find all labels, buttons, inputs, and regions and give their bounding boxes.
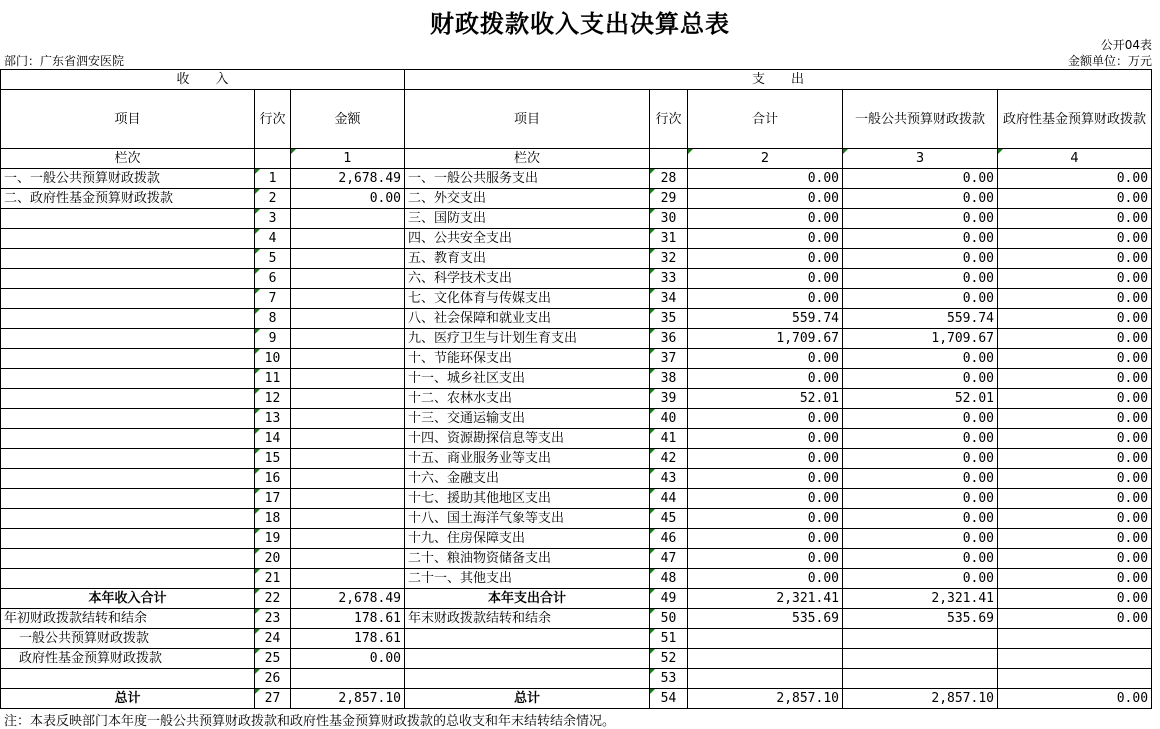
income-amount: 0.00: [291, 649, 405, 669]
expense-fund: 0.00: [998, 509, 1152, 529]
income-item: [1, 349, 255, 369]
income-amount: [291, 209, 405, 229]
expense-item: 十八、国土海洋气象等支出: [405, 509, 650, 529]
table-row: [1, 669, 1152, 689]
unit-label: 金额单位：万元: [1067, 54, 1152, 68]
income-line-no: 26: [255, 669, 291, 689]
income-item: 一、一般公共预算财政拨款: [1, 169, 255, 189]
expense-line-no: 29: [650, 189, 688, 209]
expense-fund: 0.00: [998, 689, 1152, 709]
income-line-no: 7: [255, 289, 291, 309]
income-line-no: 4: [255, 229, 291, 249]
income-line-no: 10: [255, 349, 291, 369]
income-line-no: 13: [255, 409, 291, 429]
expense-general: 1,709.67: [843, 329, 998, 349]
col-3: 3: [843, 149, 998, 169]
income-amount: 2,857.10: [291, 689, 405, 709]
income-item: [1, 409, 255, 429]
income-item: [1, 269, 255, 289]
expense-total: 0.00: [688, 429, 843, 449]
col-label-expense: 栏次: [405, 149, 650, 169]
expense-item: 四、公共安全支出: [405, 229, 650, 249]
expense-general: 52.01: [843, 389, 998, 409]
table-row: [1, 509, 1152, 529]
expense-item: 总计: [405, 689, 650, 709]
income-line-no: 23: [255, 609, 291, 629]
income-item: [1, 309, 255, 329]
expense-fund: 0.00: [998, 409, 1152, 429]
expense-total: 535.69: [688, 609, 843, 629]
table-row: [1, 169, 1152, 189]
expense-item: 二十、粮油物资储备支出: [405, 549, 650, 569]
income-item: [1, 569, 255, 589]
income-amount: [291, 369, 405, 389]
expense-general: 0.00: [843, 209, 998, 229]
expense-general: 0.00: [843, 369, 998, 389]
table-row: [1, 689, 1152, 709]
expense-line-no: 46: [650, 529, 688, 549]
income-amount: 2,678.49: [291, 589, 405, 609]
expense-line-no: 51: [650, 629, 688, 649]
expense-total: 0.00: [688, 509, 843, 529]
expense-line-no: 45: [650, 509, 688, 529]
expense-item: 十七、援助其他地区支出: [405, 489, 650, 509]
income-line-no: 1: [255, 169, 291, 189]
expense-item: 二、外交支出: [405, 189, 650, 209]
income-amount: [291, 249, 405, 269]
income-line-no: 12: [255, 389, 291, 409]
expense-item: 本年支出合计: [405, 589, 650, 609]
table-row: [1, 649, 1152, 669]
expense-line-no: 54: [650, 689, 688, 709]
form-code: 公开04表: [1100, 38, 1152, 52]
expense-item: [405, 669, 650, 689]
income-header: 收 入: [1, 70, 405, 90]
expense-line-no: 28: [650, 169, 688, 189]
expense-fund: 0.00: [998, 489, 1152, 509]
expense-item: 九、医疗卫生与计划生育支出: [405, 329, 650, 349]
expense-item: [405, 649, 650, 669]
expense-total: 0.00: [688, 289, 843, 309]
expense-fund: 0.00: [998, 349, 1152, 369]
income-amount: 0.00: [291, 189, 405, 209]
expense-line-no: 43: [650, 469, 688, 489]
expense-general: [843, 649, 998, 669]
income-item: 本年收入合计: [1, 589, 255, 609]
table-row: [1, 209, 1152, 229]
income-line-no: 18: [255, 509, 291, 529]
income-line-no: 11: [255, 369, 291, 389]
expense-fund: [998, 649, 1152, 669]
income-amount: [291, 429, 405, 449]
table-row: [1, 629, 1152, 649]
expense-item: 三、国防支出: [405, 209, 650, 229]
income-line-no: 25: [255, 649, 291, 669]
expense-item: 十六、金融支出: [405, 469, 650, 489]
expense-fund-header: 政府性基金预算财政拨款: [998, 90, 1152, 149]
income-amount: [291, 489, 405, 509]
table-row: [1, 469, 1152, 489]
income-line-no: 14: [255, 429, 291, 449]
budget-table: [0, 69, 1152, 709]
table-row: [1, 529, 1152, 549]
income-amount: [291, 509, 405, 529]
expense-general: [843, 669, 998, 689]
expense-line-no: 37: [650, 349, 688, 369]
table-row: [1, 229, 1152, 249]
expense-total: 0.00: [688, 529, 843, 549]
expense-fund: 0.00: [998, 369, 1152, 389]
expense-general: 0.00: [843, 249, 998, 269]
expense-fund: 0.00: [998, 329, 1152, 349]
expense-fund: [998, 629, 1152, 649]
income-item: [1, 489, 255, 509]
income-item: [1, 369, 255, 389]
expense-total: 0.00: [688, 489, 843, 509]
expense-general: 0.00: [843, 189, 998, 209]
expense-item: [405, 629, 650, 649]
expense-total: 0.00: [688, 209, 843, 229]
col-4: 4: [998, 149, 1152, 169]
table-row: [1, 349, 1152, 369]
income-amount: [291, 289, 405, 309]
table-row: [1, 249, 1152, 269]
expense-total: 0.00: [688, 369, 843, 389]
income-line-no: 3: [255, 209, 291, 229]
income-line-no: 2: [255, 189, 291, 209]
expense-fund: 0.00: [998, 449, 1152, 469]
expense-line-no: 34: [650, 289, 688, 309]
expense-line-no: 53: [650, 669, 688, 689]
expense-total: 0.00: [688, 349, 843, 369]
income-amount: [291, 469, 405, 489]
expense-total: 0.00: [688, 409, 843, 429]
expense-total: 0.00: [688, 229, 843, 249]
income-item: 一般公共预算财政拨款: [1, 629, 255, 649]
expense-general: 0.00: [843, 289, 998, 309]
expense-line-no: 41: [650, 429, 688, 449]
table-row: [1, 309, 1152, 329]
expense-fund: 0.00: [998, 569, 1152, 589]
income-item: [1, 289, 255, 309]
expense-general: 2,321.41: [843, 589, 998, 609]
income-item: [1, 669, 255, 689]
expense-line-no: 48: [650, 569, 688, 589]
expense-total: [688, 649, 843, 669]
income-item: [1, 529, 255, 549]
income-item: [1, 209, 255, 229]
expense-line-no: 32: [650, 249, 688, 269]
income-item: [1, 509, 255, 529]
expense-line-no: 31: [650, 229, 688, 249]
expense-total: 0.00: [688, 169, 843, 189]
expense-general: 0.00: [843, 169, 998, 189]
expense-fund: [998, 669, 1152, 689]
expense-line-no: 30: [650, 209, 688, 229]
col-2: 2: [688, 149, 843, 169]
expense-fund: 0.00: [998, 189, 1152, 209]
expense-total: 0.00: [688, 449, 843, 469]
income-line-no: 15: [255, 449, 291, 469]
expense-line-no: 35: [650, 309, 688, 329]
income-amount: [291, 569, 405, 589]
income-item: [1, 469, 255, 489]
income-amount: [291, 309, 405, 329]
expense-general: 0.00: [843, 429, 998, 449]
expense-fund: 0.00: [998, 269, 1152, 289]
expense-item: 十一、城乡社区支出: [405, 369, 650, 389]
expense-general-header: 一般公共预算财政拨款: [843, 90, 998, 149]
table-row: [1, 449, 1152, 469]
income-item: [1, 229, 255, 249]
income-item: [1, 429, 255, 449]
expense-fund: 0.00: [998, 549, 1152, 569]
expense-total: 52.01: [688, 389, 843, 409]
income-item: 年初财政拨款结转和结余: [1, 609, 255, 629]
expense-general: 0.00: [843, 549, 998, 569]
income-line-no: 21: [255, 569, 291, 589]
income-line-no: 6: [255, 269, 291, 289]
expense-general: 0.00: [843, 469, 998, 489]
expense-line-no: 40: [650, 409, 688, 429]
expense-total: 0.00: [688, 269, 843, 289]
income-line-no: 24: [255, 629, 291, 649]
expense-line-no: 33: [650, 269, 688, 289]
expense-general: 0.00: [843, 229, 998, 249]
expense-general: 0.00: [843, 449, 998, 469]
income-line-no: 20: [255, 549, 291, 569]
income-amount: [291, 549, 405, 569]
table-row: [1, 589, 1152, 609]
expense-item: 年末财政拨款结转和结余: [405, 609, 650, 629]
income-amount: [291, 529, 405, 549]
income-amount-header: 金额: [291, 90, 405, 149]
col-1: 1: [291, 149, 405, 169]
expense-fund: 0.00: [998, 209, 1152, 229]
income-item: [1, 329, 255, 349]
col-blank: [650, 149, 688, 169]
table-row: [1, 609, 1152, 629]
expense-line-no: 49: [650, 589, 688, 609]
expense-fund: 0.00: [998, 169, 1152, 189]
expense-total: 0.00: [688, 249, 843, 269]
expense-item: 十、节能环保支出: [405, 349, 650, 369]
expense-item: 十四、资源勘探信息等支出: [405, 429, 650, 449]
expense-general: 0.00: [843, 569, 998, 589]
expense-line-no: 50: [650, 609, 688, 629]
expense-line-no: 42: [650, 449, 688, 469]
expense-line-no: 52: [650, 649, 688, 669]
expense-fund: 0.00: [998, 469, 1152, 489]
income-amount: 2,678.49: [291, 169, 405, 189]
expense-total: 0.00: [688, 569, 843, 589]
table-row: [1, 329, 1152, 349]
income-item: 二、政府性基金预算财政拨款: [1, 189, 255, 209]
table-row: [1, 189, 1152, 209]
expense-line-no: 36: [650, 329, 688, 349]
expense-total: 559.74: [688, 309, 843, 329]
table-row: [1, 289, 1152, 309]
expense-item: 五、教育支出: [405, 249, 650, 269]
table-row: [1, 429, 1152, 449]
income-item: [1, 249, 255, 269]
expense-general: 535.69: [843, 609, 998, 629]
expense-total-header: 合计: [688, 90, 843, 149]
expense-total: [688, 669, 843, 689]
income-amount: 178.61: [291, 629, 405, 649]
income-line-no: 5: [255, 249, 291, 269]
expense-item-header: 项目: [405, 90, 650, 149]
col-blank: [255, 149, 291, 169]
table-row: [1, 489, 1152, 509]
expense-line-header: 行次: [650, 90, 688, 149]
income-amount: [291, 269, 405, 289]
expense-total: 0.00: [688, 189, 843, 209]
income-line-no: 17: [255, 489, 291, 509]
expense-general: 0.00: [843, 409, 998, 429]
col-label-income: 栏次: [1, 149, 255, 169]
income-line-no: 19: [255, 529, 291, 549]
expense-fund: 0.00: [998, 389, 1152, 409]
expense-item: 一、一般公共服务支出: [405, 169, 650, 189]
table-row: [1, 549, 1152, 569]
expense-line-no: 47: [650, 549, 688, 569]
expense-item: 十三、交通运输支出: [405, 409, 650, 429]
expense-total: 2,321.41: [688, 589, 843, 609]
income-item: 政府性基金预算财政拨款: [1, 649, 255, 669]
expense-line-no: 38: [650, 369, 688, 389]
expense-fund: 0.00: [998, 529, 1152, 549]
income-item: [1, 389, 255, 409]
income-line-no: 27: [255, 689, 291, 709]
expense-item: 八、社会保障和就业支出: [405, 309, 650, 329]
expense-fund: 0.00: [998, 429, 1152, 449]
expense-general: 0.00: [843, 269, 998, 289]
expense-header: 支 出: [405, 70, 1152, 90]
expense-item: 十九、住房保障支出: [405, 529, 650, 549]
expense-total: 2,857.10: [688, 689, 843, 709]
expense-fund: 0.00: [998, 249, 1152, 269]
income-line-header: 行次: [255, 90, 291, 149]
table-row: [1, 389, 1152, 409]
expense-general: 2,857.10: [843, 689, 998, 709]
department-label: 部门：广东省泗安医院: [4, 54, 125, 68]
income-item-header: 项目: [1, 90, 255, 149]
income-line-no: 9: [255, 329, 291, 349]
income-amount: [291, 349, 405, 369]
table-row: [1, 369, 1152, 389]
income-amount: [291, 449, 405, 469]
expense-item: 六、科学技术支出: [405, 269, 650, 289]
expense-item: 七、文化体育与传媒支出: [405, 289, 650, 309]
income-amount: [291, 229, 405, 249]
income-amount: 178.61: [291, 609, 405, 629]
expense-item: 十二、农林水支出: [405, 389, 650, 409]
income-line-no: 22: [255, 589, 291, 609]
expense-total: 0.00: [688, 469, 843, 489]
table-row: [1, 269, 1152, 289]
income-amount: [291, 669, 405, 689]
expense-general: 559.74: [843, 309, 998, 329]
expense-fund: 0.00: [998, 609, 1152, 629]
table-body: [1, 169, 1152, 709]
expense-fund: 0.00: [998, 229, 1152, 249]
expense-line-no: 44: [650, 489, 688, 509]
income-amount: [291, 409, 405, 429]
income-line-no: 16: [255, 469, 291, 489]
income-amount: [291, 389, 405, 409]
expense-general: 0.00: [843, 529, 998, 549]
income-item: 总计: [1, 689, 255, 709]
expense-line-no: 39: [650, 389, 688, 409]
table-row: [1, 409, 1152, 429]
expense-total: 0.00: [688, 549, 843, 569]
income-item: [1, 449, 255, 469]
income-item: [1, 549, 255, 569]
expense-general: [843, 629, 998, 649]
page-title: 财政拨款收入支出决算总表: [430, 10, 730, 38]
footnote: 注：本表反映部门本年度一般公共预算财政拨款和政府性基金预算财政拨款的总收支和年末结转结余情况。: [4, 714, 616, 729]
expense-general: 0.00: [843, 489, 998, 509]
expense-general: 0.00: [843, 509, 998, 529]
expense-general: 0.00: [843, 349, 998, 369]
expense-fund: 0.00: [998, 589, 1152, 609]
table-row: [1, 569, 1152, 589]
expense-item: 十五、商业服务业等支出: [405, 449, 650, 469]
expense-fund: 0.00: [998, 309, 1152, 329]
expense-fund: 0.00: [998, 289, 1152, 309]
expense-total: 1,709.67: [688, 329, 843, 349]
income-line-no: 8: [255, 309, 291, 329]
expense-item: 二十一、其他支出: [405, 569, 650, 589]
income-amount: [291, 329, 405, 349]
expense-total: [688, 629, 843, 649]
